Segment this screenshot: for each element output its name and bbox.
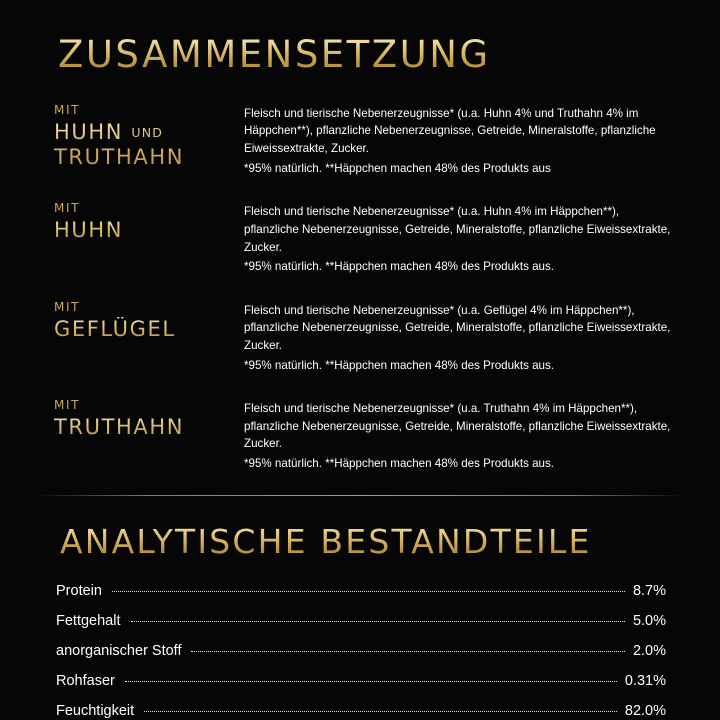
analytical-value: 2.0% [632,642,666,659]
variant-title: GEFLÜGEL [54,317,244,343]
leader-dots [131,621,625,622]
variant-note: *95% natürlich. **Häppchen machen 48% des Produkts aus. [244,358,554,372]
variant-note: *95% natürlich. **Häppchen machen 48% des Produkts aus. [244,260,554,274]
analytical-label: Fettgehalt [56,612,121,629]
variant-prefix: MIT [54,201,81,216]
variant-title-line2: TRUTHAHN [54,145,185,170]
list-item [56,673,666,689]
variant-prefix: MIT [54,398,81,413]
leader-dots [112,591,625,592]
leader-dots [125,681,617,682]
list-item [56,703,666,719]
variant-description: Fleisch und tierische Nebenerzeugnisse* (u.a. Huhn 4% im Häppchen**), pflanzliche Nebenerzeugnisse, Getreide, Mineralstoffe, pflanzliche Eiweissextrakte, Zucker. [244,205,671,254]
variant-title: TRUTHAHN [54,415,244,441]
variant-prefix: MIT [54,102,81,117]
leader-dots [191,651,624,652]
composition-heading: ZUSAMMENSETZUNG [58,36,676,75]
analytical-heading: ANALYTISCHE BESTANDTEILE [60,522,676,561]
list-item [56,643,666,659]
variant-description: Fleisch und tierische Nebenerzeugnisse* (u.a. Huhn 4% und Truthahn 4% im Häppchen**), pflanzliche Nebenerzeugnisse, Getreide, Mineralstoffe, pflanzliche Eiweissextrakte, Zucker. [244,106,656,156]
analytical-label: Rohfaser [56,672,115,689]
composition-variant [44,101,676,177]
variant-description-block [244,101,674,177]
analytical-value: 0.31% [624,672,666,689]
variant-name [44,298,244,343]
variant-prefix: MIT [54,299,81,314]
variant-name [44,396,244,441]
analytical-value: 8.7% [632,582,666,599]
variant-description-block [244,396,674,472]
composition-variant [44,298,676,374]
variant-description-block [244,199,674,275]
variant-description-block [244,298,674,374]
variant-title-line1: HUHN [54,119,124,144]
composition-variant [44,396,676,472]
analytical-section [0,496,720,719]
variant-note: *95% natürlich. **Häppchen machen 48% des Produkts aus [244,161,551,175]
composition-variant [44,199,676,275]
leader-dots [144,711,617,712]
variant-title [54,120,244,171]
analytical-value: 5.0% [632,612,666,629]
variant-note: *95% natürlich. **Häppchen machen 48% des Produkts aus. [244,456,554,470]
analytical-label: anorganischer Stoff [56,642,182,659]
list-item [56,613,666,629]
variant-name [44,199,244,244]
analytical-label: Feuchtigkeit [56,702,135,719]
variant-title: HUHN [54,218,244,244]
analytical-label: Protein [56,582,102,599]
analytical-list [56,583,666,719]
variant-conjunction: UND [131,124,164,140]
variant-description: Fleisch und tierische Nebenerzeugnisse* (u.a. Truthahn 4% im Häppchen**), pflanzliche Nebenerzeugnisse, Getreide, Mineralstoffe, pflanzliche Eiweissextrakte, Zucker. [244,402,671,451]
analytical-value: 82.0% [624,702,666,719]
variant-description: Fleisch und tierische Nebenerzeugnisse* (u.a. Geflügel 4% im Häppchen**), pflanzliche Nebenerzeugnisse, Getreide, Mineralstoffe, pflanzliche Eiweissextrakte, Zucker. [244,303,671,352]
list-item [56,583,666,599]
variant-name [44,101,244,171]
